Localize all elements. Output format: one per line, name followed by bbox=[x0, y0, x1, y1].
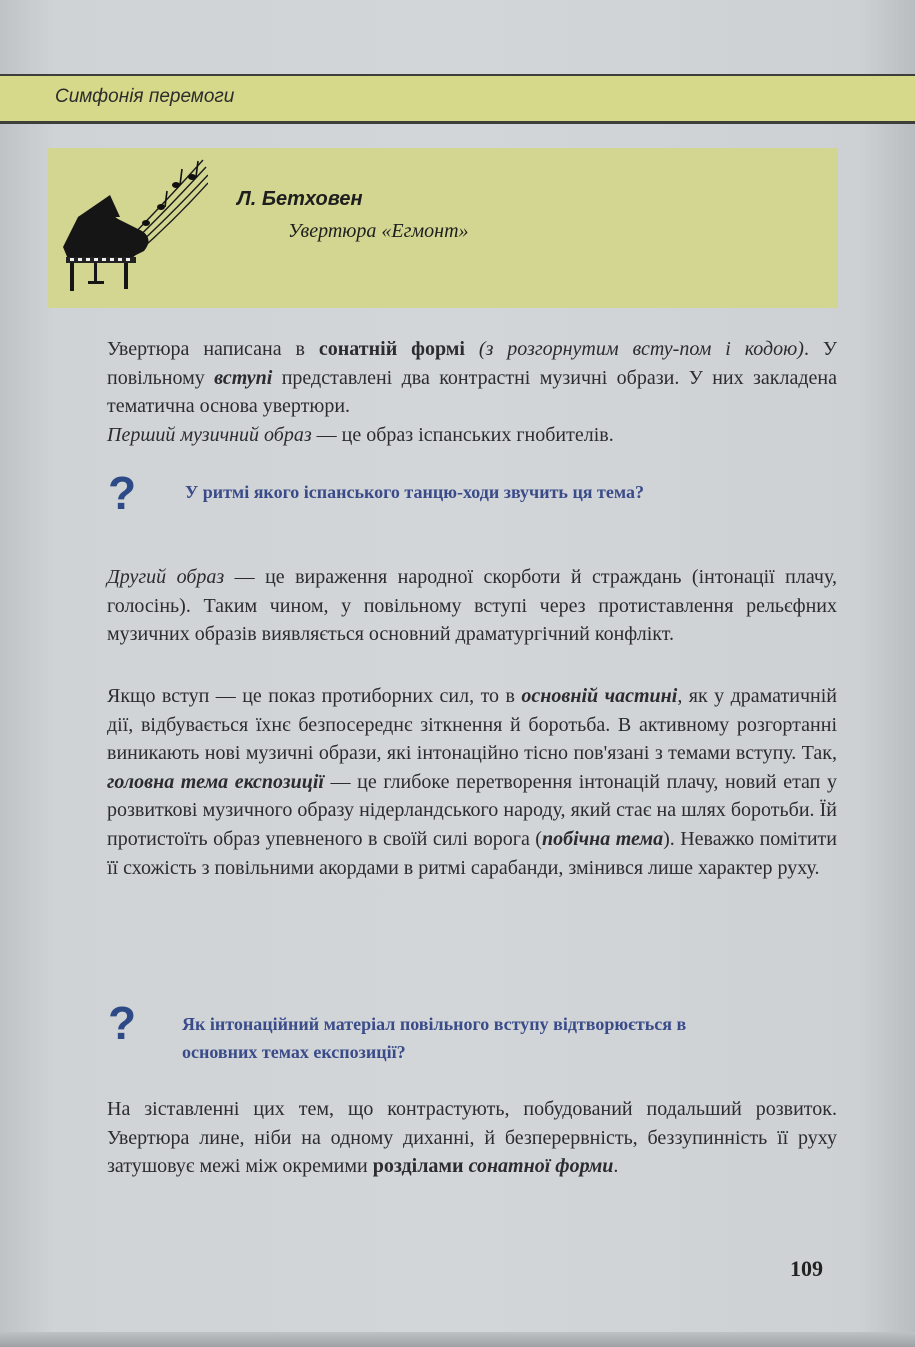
header-title: Симфонія перемоги bbox=[55, 86, 235, 107]
question-2-text: Як інтонаційний матеріал повільного вступу відтворюється в основних темах експозиції? bbox=[182, 1014, 687, 1062]
paragraph-2: Перший музичний образ — це образ іспанських гнобителів. bbox=[107, 424, 614, 446]
paragraph-4: Якщо вступ — це показ протиборних сил, то в основній частині, як у драматичній дії, відбувається їхнє безпосереднє зіткнення й боротьба. В активному розгортанні виникають нові музичні образи, які інтонаційно тісно пов'язані з темами вступу. Так, головна тема експозиції — це глибоке перетворення інтонацій плачу, новий етап у розвиткові музичного образу нідерландського народу, який стає на шлях боротьби. Їй протистоїть образ упевненого в своїй силі ворога (побічна тема). Неважко помітити її схожість з повільними акордами в ритмі сарабанди, змінився лише характер руху. bbox=[107, 685, 838, 879]
page-number: 109 bbox=[790, 1256, 823, 1281]
paragraph-1: Увертюра написана в сонатній формі (з розгорнутим всту-пом і кодою). У повільному вступі представлені два контрастні музичні образи. У них закладена тематична основа увертюри. bbox=[107, 338, 838, 418]
question-mark-icon: ? bbox=[108, 467, 137, 519]
question-mark-icon: ? bbox=[108, 997, 137, 1049]
paragraph-3: Другий образ — це вираження народної скорботи й страждань (інтонації плачу, голосінь). Таким чином, у повільному вступі через протиставлення рельєфних музичних образів виявляється основний драматургічний конфлікт. bbox=[107, 566, 837, 646]
page-bottom-edge bbox=[0, 1332, 915, 1347]
work-title: Увертюра «Егмонт» bbox=[288, 220, 469, 242]
piano-with-notes-icon bbox=[58, 155, 208, 295]
question-1-text: У ритмі якого іспанського танцю-ходи звучить ця тема? bbox=[185, 482, 645, 502]
composer-name: Л. Бетховен bbox=[237, 188, 363, 210]
paragraph-5: На зіставленні цих тем, що контрастують, побудований подальший розвиток. Увертюра лине, ніби на одному диханні, й безперервність, беззупинність її руху затушовує межі між окремими розділами сонатної форми. bbox=[107, 1098, 837, 1178]
